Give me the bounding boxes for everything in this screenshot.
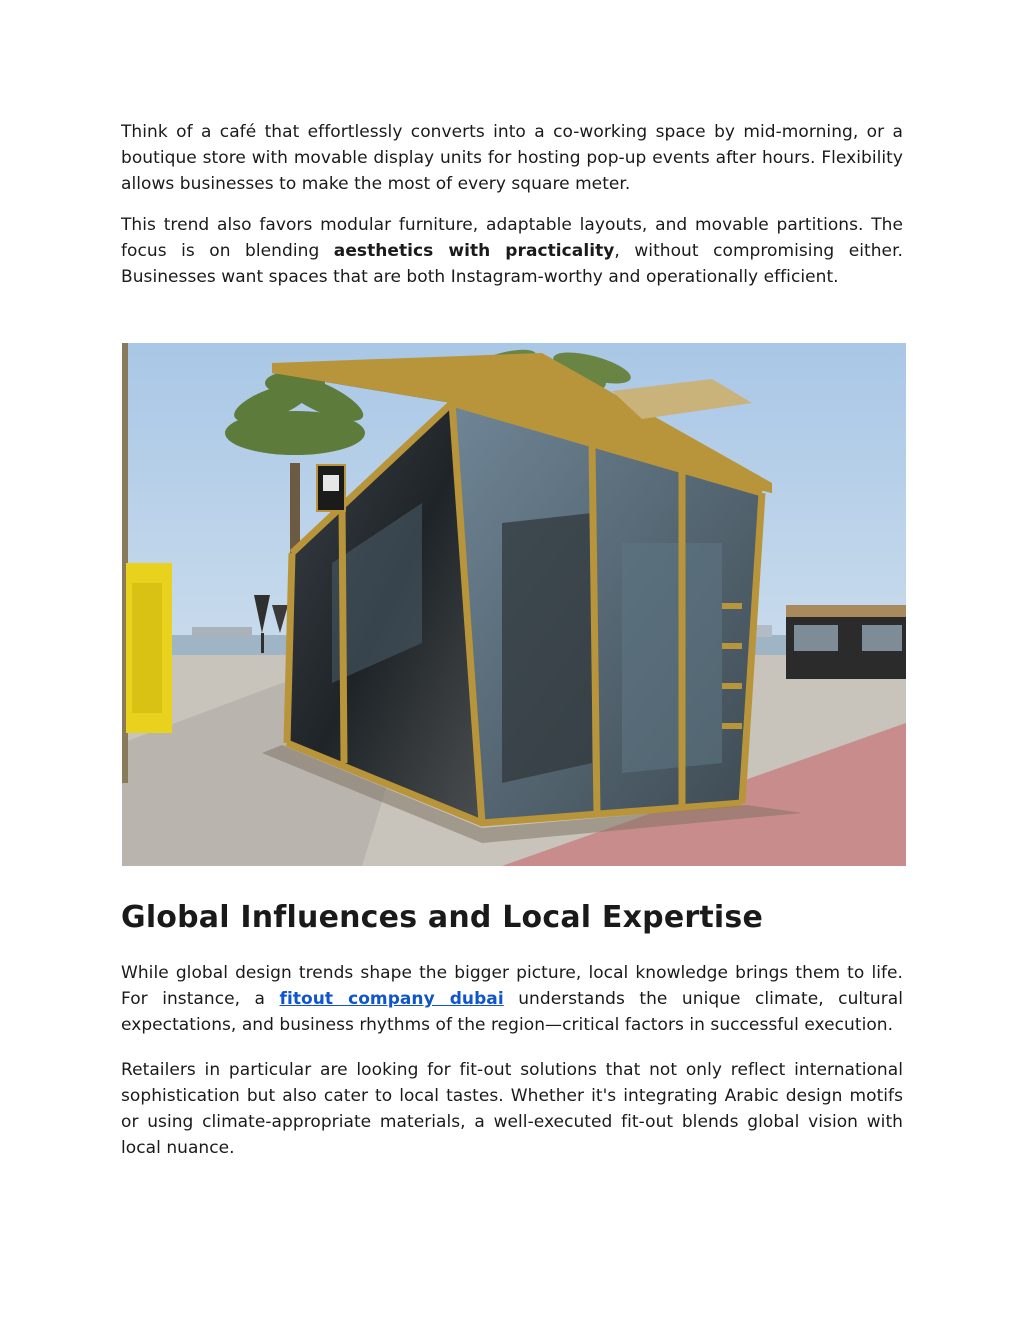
intro-section [121,120,903,291]
paragraph-text: While global design trends shape the bigger picture, local knowledge brings them to life. For instance, a [121,963,903,1009]
bold-phrase: aesthetics with practicality [333,241,615,262]
paragraph-local-knowledge [121,961,903,1038]
kiosk-illustration [122,343,906,866]
paragraph-flexibility: Think of a café that effortlessly converts into a co-working space by mid-morning, or a boutique store with movable display units for hosting pop-up events after hours. Flexibility allows businesses to make the most of every square meter. [121,122,903,194]
paragraph-text: , without compromising either. Businesses want spaces that are both Instagram-worthy and operationally efficient. [121,241,904,287]
fitout-company-dubai-link[interactable]: fitout company dubai [279,988,504,1009]
local-expertise-section [121,961,903,1162]
paragraph-retailers: Retailers in particular are looking for fit-out solutions that not only reflect international sophistication but also cater to local tastes. Whether it's integrating Arabic design motifs or using climate-appropriate materials, a well-executed fit-out blends global vision with local nuance. [121,1060,903,1158]
paragraph-text: understands the unique climate, cultural expectations, and business rhythms of the region—critical factors in successful execution. [121,988,903,1035]
paragraph-modular-trend [121,213,903,290]
paragraph-text: This trend also favors modular furniture, adaptable layouts, and movable partitions. The focus is on blending [121,215,903,262]
glass-kiosk-photo [122,343,906,866]
section-heading: Global Influences and Local Expertise [121,900,763,935]
